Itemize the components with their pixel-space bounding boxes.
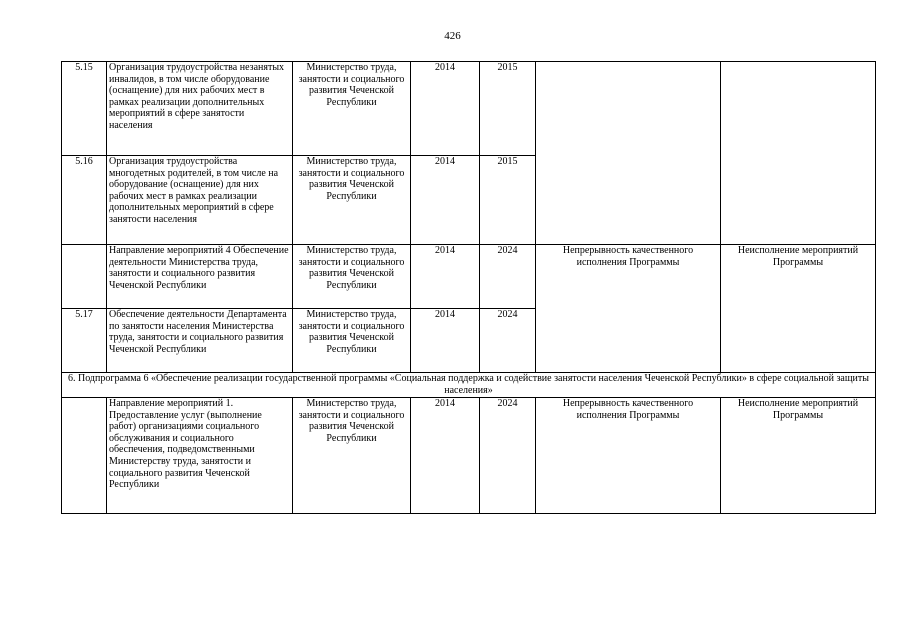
measure-name: Направление мероприятий 1. Предоставление услуг (выполнение работ) организациями социального обслуживания и социального обеспечения, подведомственными Министерству труда, занятости и социального развития Чеченской Республики [107,398,293,514]
executor: Министерство труда, занятости и социального развития Чеченской Республики [293,245,411,309]
page-number: 426 [444,30,461,42]
row-number [62,245,107,309]
executor: Министерство труда, занятости и социального развития Чеченской Республики [293,398,411,514]
row-number [62,398,107,514]
table-row [62,245,876,309]
executor: Министерство труда, занятости и социального развития Чеченской Республики [293,309,411,373]
measure-name: Направление мероприятий 4 Обеспечение деятельности Министерства труда, занятости и социального развития Чеченской Республики [107,245,293,309]
table-row [62,62,876,156]
risk: Неисполнение мероприятий Программы [721,398,876,514]
expected-result: Непрерывность качественного исполнения Программы [536,398,721,514]
expected-result-empty [536,62,721,245]
section-title: 6. Подпрограмма 6 «Обеспечение реализации государственной программы «Социальная поддержка и содействие занятости населения Чеченской Республики» в сфере социальной защиты населения» [62,373,876,398]
end-year: 2024 [480,245,536,309]
row-number: 5.17 [62,309,107,373]
end-year: 2015 [480,156,536,245]
row-number: 5.15 [62,62,107,156]
measure-name: Обеспечение деятельности Департамента по занятости населения Министерства труда, занятости и социального развития Чеченской Республики [107,309,293,373]
start-year: 2014 [411,156,480,245]
end-year: 2015 [480,62,536,156]
end-year: 2024 [480,398,536,514]
start-year: 2014 [411,398,480,514]
risk-empty [721,62,876,245]
measure-name: Организация трудоустройства незанятых инвалидов, в том числе оборудование (оснащение) для них рабочих мест в рамках реализации дополнительных мероприятий в сфере занятости населения [107,62,293,156]
section-row [62,373,876,398]
start-year: 2014 [411,62,480,156]
row-number: 5.16 [62,156,107,245]
expected-result: Непрерывность качественного исполнения Программы [536,245,721,373]
end-year: 2024 [480,309,536,373]
executor: Министерство труда, занятости и социального развития Чеченской Республики [293,62,411,156]
start-year: 2014 [411,309,480,373]
program-table [61,61,876,514]
executor: Министерство труда, занятости и социального развития Чеченской Республики [293,156,411,245]
table-row [62,398,876,514]
start-year: 2014 [411,245,480,309]
risk: Неисполнение мероприятий Программы [721,245,876,373]
measure-name: Организация трудоустройства многодетных родителей, в том числе на оборудование (оснащение) для них рабочих мест в рамках реализации дополнительных мероприятий в сфере занятости населения [107,156,293,245]
